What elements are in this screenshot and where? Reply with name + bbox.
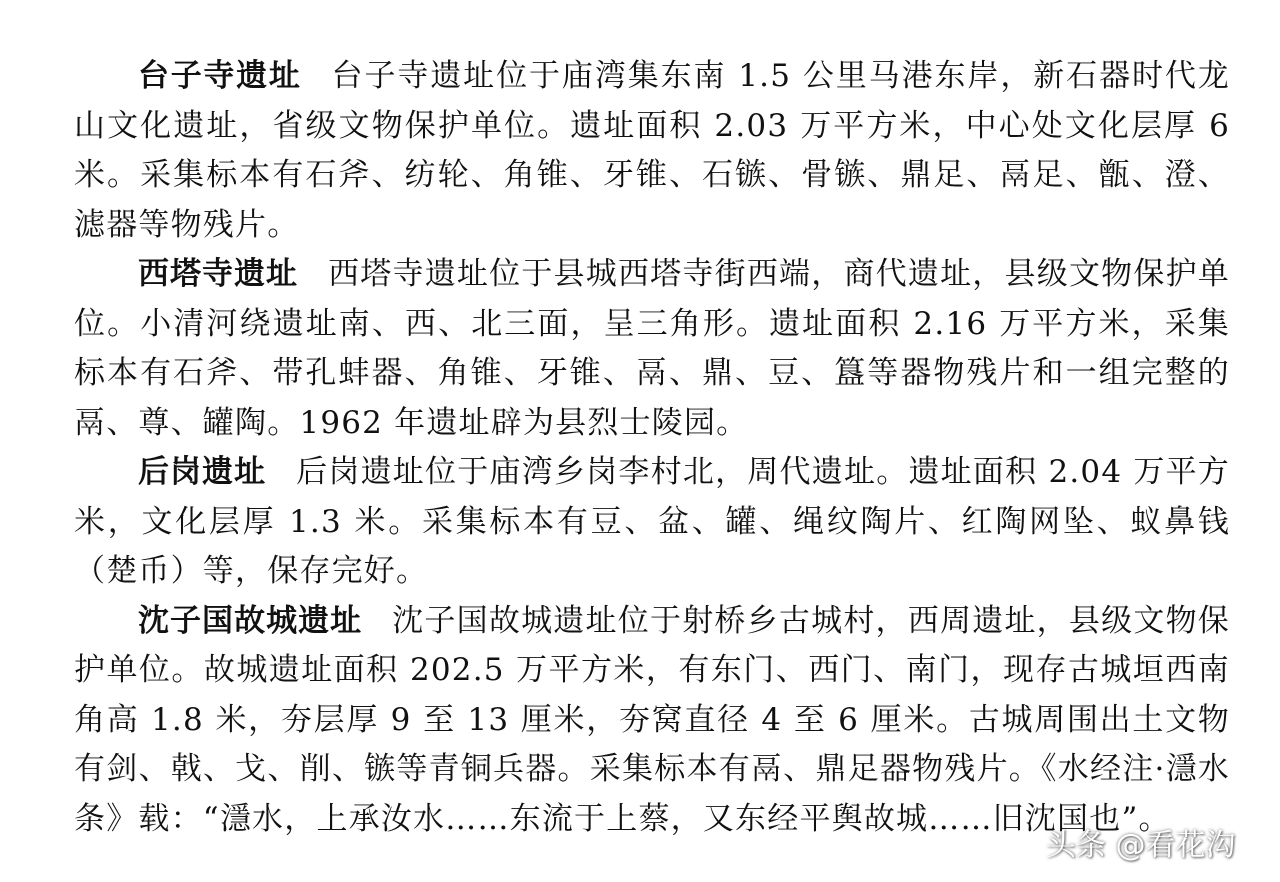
entry-body: 后岗遗址位于庙湾乡岗李村北，周代遗址。遗址面积 2.04 万平方米，文化层厚 1.3 米。采集标本有豆、盆、罐、绳纹陶片、红陶网坠、蚁鼻钱（楚币）等，保存完好。 [74,454,1231,589]
document-page [74,52,1230,844]
watermark-label: 头条 @看花沟 [1046,828,1236,863]
entry-heading: 台子寺遗址 [138,58,302,94]
entry-hougang [74,448,1230,597]
entry-body: 西塔寺遗址位于县城西塔寺街西端，商代遗址，县级文物保护单位。小清河绕遗址南、西、北三面，呈三角形。遗址面积 2.16 万平方米，采集标本有石斧、带孔蚌器、角锥、牙锥、鬲、鼎、豆、簋等器物残片和一组完整的鬲、尊、罐陶。1962 年遗址辟为县烈士陵园。 [74,256,1230,441]
entry-heading: 沈子国故城遗址 [138,602,363,639]
entry-body: 台子寺遗址位于庙湾集东南 1.5 公里马港东岸，新石器时代龙山文化遗址，省级文物保护单位。遗址面积 2.03 万平方米，中心处文化层厚 6 米。采集标本有石斧、纺轮、角锥、牙锥、石镞、骨镞、鼎足、鬲足、甑、澄、滤器等物残片。 [74,58,1230,243]
entry-shenziguo [74,597,1230,845]
entry-heading: 后岗遗址 [138,454,267,490]
entry-body: 沈子国故城遗址位于射桥乡古城村，西周遗址，县级文物保护单位。故城遗址面积 202.5 万平方米，有东门、西门、南门，现存古城垣西南角高 1.8 米，夯层厚 9 至 13 厘米，夯窝直径 4 至 6 厘米。古城周围出土文物有剑、戟、戈、削、镞等青铜兵器。采集标本有鬲、鼎足器物残片。《水经注·濦水条》载：“濦水，上承汝水……东流于上蔡，又东经平舆故城……旧沈国也”。 [74,602,1231,837]
entry-taizisi [74,52,1230,250]
entry-xitasi [74,250,1230,448]
entry-heading: 西塔寺遗址 [138,256,299,292]
